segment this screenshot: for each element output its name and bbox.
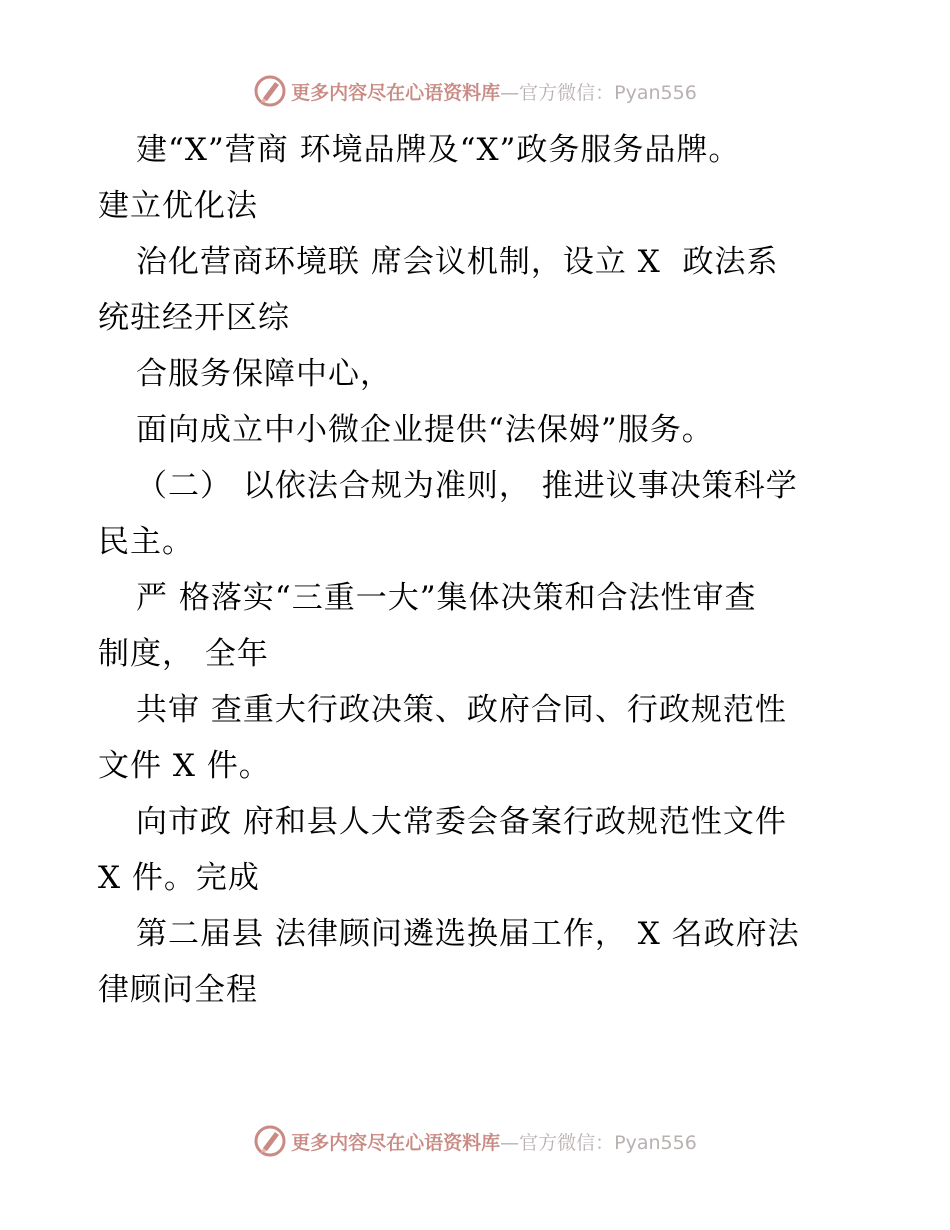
- header-watermark: [0, 69, 950, 113]
- text-line: 文件 X 件。: [98, 748, 271, 784]
- text-line: 民主。: [98, 524, 194, 560]
- text-line: 律顾问全程: [98, 972, 258, 1008]
- pen-logo-icon: [253, 1124, 287, 1158]
- watermark-contact-text: —官方微信：Pyan556: [500, 81, 697, 104]
- footer-watermark: [0, 1119, 950, 1163]
- pen-logo-icon: [253, 74, 287, 108]
- text-line: 向市政 府和县人大常委会备案行政规范性文件: [136, 804, 787, 840]
- text-line: 统驻经开区综: [98, 300, 290, 336]
- text-line: 建立优化法: [98, 188, 258, 224]
- text-line: （二） 以依法合规为准则， 推进议事决策科学: [136, 468, 798, 504]
- document-body: [98, 122, 858, 1018]
- text-line: 共审 查重大行政决策、政府合同、行政规范性: [136, 692, 787, 728]
- text-line: 制度， 全年: [98, 636, 269, 672]
- text-line: X 件。完成: [98, 860, 260, 896]
- text-line: 合服务保障中心，: [136, 356, 392, 392]
- text-line: 建“X”营商 环境品牌及“X”政务服务品牌。: [136, 132, 741, 168]
- watermark-main-text: 更多内容尽在心语资料库: [291, 1131, 501, 1154]
- watermark-main-text: 更多内容尽在心语资料库: [291, 81, 501, 104]
- text-line: 面向成立中小微企业提供“法保姆”服务。: [136, 412, 714, 448]
- text-line: 治化营商环境联 席会议机制，设立 X 政法系: [136, 244, 779, 280]
- text-line: 严 格落实“三重一大”集体决策和合法性审查: [136, 580, 757, 616]
- watermark-contact-text: —官方微信：Pyan556: [500, 1131, 697, 1154]
- text-line: 第二届县 法律顾问遴选换届工作， X 名政府法: [136, 916, 800, 952]
